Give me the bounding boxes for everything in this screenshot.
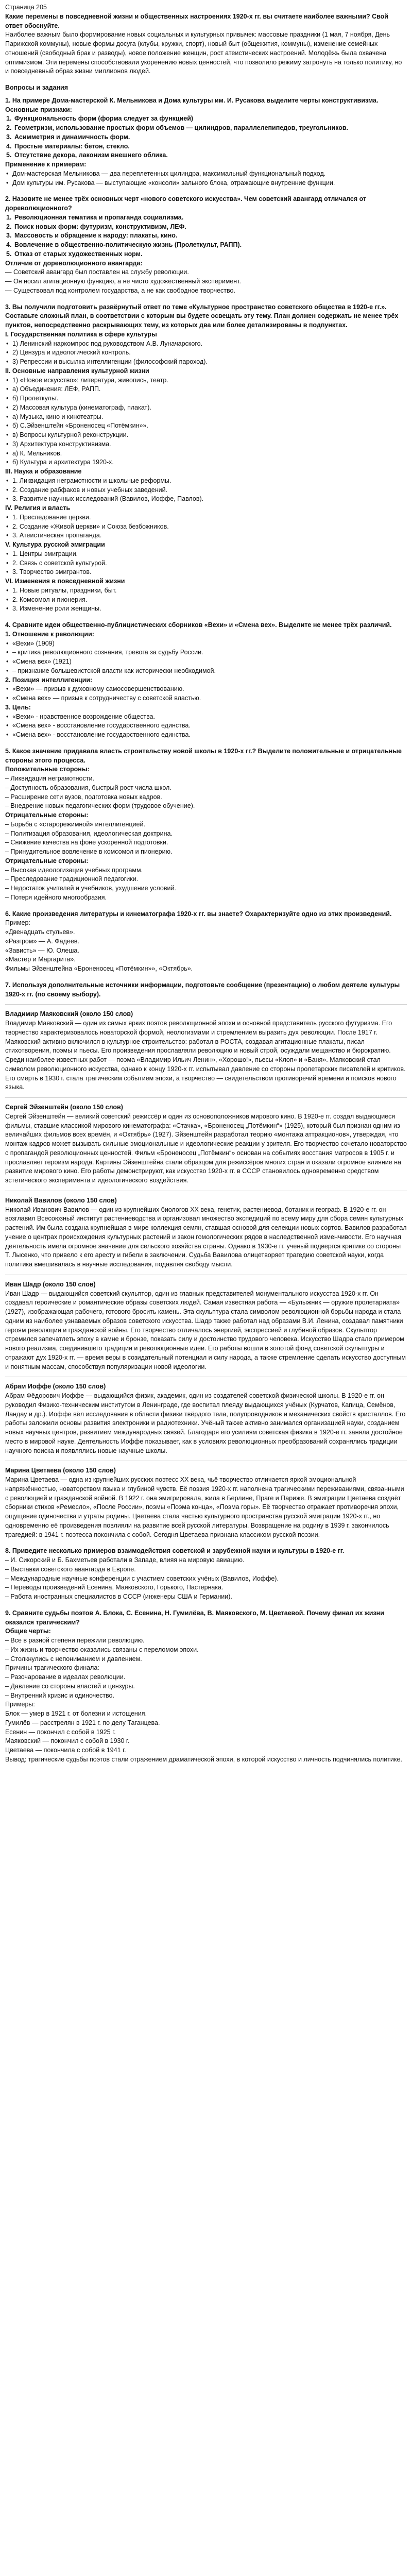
list-item-text: Отказ от старых художественных норм. [14,250,143,258]
q5-pos-heading: Положительные стороны: [5,766,90,773]
plan-item: • 3. Изменение роли женщины. [5,604,407,614]
q5-item: – Преследование традиционной педагогики. [5,875,139,883]
feature-item [5,114,407,124]
list-item-text: Простые материалы: бетон, стекло. [14,142,130,150]
plan-item: • 1. Преследование церкви. [5,513,407,522]
list-item-text: Вовлечение в общественно-политическую жизнь (Пролеткульт, РАПП). [14,241,242,248]
q9-item: Примеры: [5,1701,35,1708]
q5-neg [5,820,407,857]
plan-section-title: IV. Религия и власть [5,504,71,512]
section-title: Вопросы и задания [5,84,68,91]
q9-item: – Давление со стороны властей и цензуры. [5,1682,135,1690]
diff-list [5,268,407,295]
q9-item: Причины трагического финала: [5,1664,99,1672]
q8-item: – Международные научные конференции с участием советских учёных (Вавилов, Иоффе). [5,1574,279,1582]
feature-item [5,142,407,151]
q9-item: Есенин — покончил с собой в 1925 г. [5,1728,116,1736]
list-item-text: Революционная тематика и пропаганда социализма. [14,213,184,221]
q4-item: • «Вехи» - нравственное возрождение общества. [5,713,407,722]
plan-item: • а) Объединения: ЛЕФ, РАПП. [5,385,407,394]
question-4-title: 4. Сравните идеи общественно-публицистических сборников «Вехи» и «Смена вех». Выделите не менее трёх различий. [5,621,392,629]
q6-item: «Разгром» — А. Фадеев. [5,937,79,945]
q5-item: – Недостаток учителей и учебников, ухудшение условий. [5,885,176,892]
list-number: 4. [6,241,12,248]
list-number: 4. [6,142,12,150]
features-list [5,114,407,160]
plan-item: • б) Культура и архитектура 1920-х. [5,458,407,467]
features-heading: Основные признаки: [5,106,72,113]
person-text: Абрам Фёдорович Иоффе — выдающийся физик, академик, один из создателей советской физической школы. В 1920-е гг. он руководил Физико-техническим институтом в Ленинграде, где воспитал плеяду выдающихся учёных (Курчатов, Капица, Семёнов, Ландау и др.). Иоффе вёл исследования в области физики твёрдого тела, полупроводников и механических свойств кристаллов. Его работы заложили основы развития электроники и радиотехники. Учёный также активно занимался организацией науки, созданием новых научных центров, развитием международных связей. Благодаря его усилиям советская физика в 1920-е гг. заняла достойное место в мировой науке. Деятельность Иоффе показывает, как в условиях революционных преобразований сохранялись традиции научного поиска и появлялись новые научные школы. [5,1392,406,1454]
plan-item: • 2) Цензура и идеологический контроль. [5,348,407,358]
question-8-title: 8. Приведите несколько примеров взаимодействия советской и зарубежной науки и культуры в 1920-е гг. [5,1547,345,1555]
person-text: Сергей Эйзенштейн — великий советский режиссёр и один из основоположников мирового кино. В 1920-е гг. создал выдающиеся фильмы, ставшие классикой мирового кинематографа: «Стачка», «Броненосец „Потёмкин“» (1925), который был признан одним из величайших фильмов всех времён, и «Октябрь» (1927). Эйзенштейн разработал теорию «монтажа аттракционов», утверждая, что монтаж кадров может вызывать сильные эмоциональные и идеологические реакции у зрителя. Его творчество сочетало новаторство с пропагандой революционных ценностей. Фильм «Броненосец „Потёмкин“» основан на событиях восстания матросов в 1905 г. и прославляет героизм народа. Картины Эйзенштейна стали образцом для режиссёров многих стран и оказали огромное влияние на развитие мирового кино. Его работы демонстрируют, как искусство 1920-х гг. в СССР становилось одновременно средством эстетического эксперимента и идеологического воздействия. [5,1112,407,1184]
question-3-title: 3. Вы получили подготовить развёрнутый ответ по теме «Культурное пространство советского общества в 1920-е гг.». Составьте сложный план, в соответствии с которым вы будете освещать эту тему. План должен содержать не менее трёх пунктов, непосредственно раскрывающих тему, из которых два или более детализированы в подпунктах. [5,303,399,329]
question-2-title: 2. Назовите не менее трёх основных черт «нового советского искусства». Чем советский авангард отличался от дореволюционного? [5,195,367,212]
question-1-title: 1. На примере Дома-мастерской К. Мельникова и Дома культуры им. И. Русакова выделите черты конструктивизма. [5,96,379,104]
question-6-title: 6. Какие произведения литературы и кинематографа 1920-х гг. вы знаете? Охарактеризуйте одно из этих произведений. [5,910,392,918]
plan-item: • 1) «Новое искусство»: литература, живопись, театр. [5,376,407,385]
page-header: Страница 205 [5,4,47,11]
divider [5,1004,407,1005]
persons [5,1004,407,1539]
list-number: 2. [6,124,12,131]
q8-item: – И. Сикорский и Б. Бахметьев работали в Западе, влияя на мировую авиацию. [5,1556,245,1564]
list-number: 1. [6,213,12,221]
list-item-text: Асимметрия и динамичность форм. [14,133,130,141]
feature-item [5,124,407,133]
q8-item: – Переводы произведений Есенина, Маяковского, Горького, Пастернака. [5,1584,224,1591]
question-title: Какие перемены в повседневной жизни и общественных настроениях 1920-х гг. вы считаете наиболее важными? Свой ответ обоснуйте. [5,12,388,29]
art-feature-item [5,213,407,223]
plan-item: • 1. Ликвидация неграмотности и школьные реформы. [5,477,407,486]
list-number: 1. [6,115,12,123]
q4-item: • – критика революционного сознания, тревога за судьбу России. [5,648,407,657]
person-name: Сергей Эйзенштейн (около 150 слов) [5,1104,123,1111]
q9-common-heading: Общие черты: [5,1628,51,1635]
art-feature-item [5,241,407,250]
q6-lines [5,919,407,974]
q5-neg-heading: Отрицательные стороны: [5,811,89,819]
q9-item: Блок — умер в 1921 г. от болезни и истощения. [5,1710,147,1717]
list-item-text: Отсутствие декора, лаконизм внешнего облика. [14,151,168,159]
feature-item [5,133,407,142]
q5-pos [5,774,407,811]
q4-item: • «Вехи» (1909) [5,639,407,649]
q5-item: – Внедрение новых педагогических форм (трудовое обучение). [5,802,195,810]
divider [5,1097,407,1098]
person-name: Марина Цветаева (около 150 слов) [5,1467,116,1475]
q9-item: Маяковский — покончил с собой в 1930 г. [5,1737,130,1745]
diff-heading: Отличие от дореволюционного авангарда: [5,259,143,267]
plan-item: • 3. Развитие научных исследований (Вавилов, Иоффе, Павлов). [5,495,407,504]
q4-item: • «Смена вех» - восстановление государственного единства. [5,731,407,740]
plan-item: • б) Пролеткульт. [5,394,407,403]
art-feature-item [5,223,407,232]
person-name: Иван Шадр (около 150 слов) [5,1280,96,1288]
plan-item: • 2. Связь с советской культурой. [5,559,407,568]
plan-item: • 3) Репрессии и высылка интеллигенции (философский пароход). [5,358,407,367]
q9-item: – Внутренний кризис и одиночество. [5,1691,114,1699]
plan-item: • 2. Комсомол и пионерия. [5,596,407,605]
q4-item: • «Смена вех» — призыв к сотрудничеству с советской властью. [5,694,407,703]
q6-item: Пример: [5,919,30,927]
plan-section-title: V. Культура русской эмиграции [5,541,105,548]
q5-item: – Расширение сети вузов, подготовка новых кадров. [5,793,162,801]
art-features-list [5,213,407,259]
example-item: • Дом-мастерская Мельникова — два переплетенных цилиндра, максимальный функциональный подход. [5,170,407,179]
plan-item: • 1. Центры эмиграции. [5,550,407,559]
plan-item: • в) Вопросы культурной реконструкции. [5,431,407,440]
plan-item: • а) К. Мельников. [5,449,407,459]
q8-item: – Выставки советского авангарда в Европе. [5,1565,136,1573]
plan-item: • а) Музыка, кино и кинотеатры. [5,413,407,422]
diff-item: — Он носил агитационную функцию, а не чисто художественный эксперимент. [5,278,242,285]
q8-lines [5,1556,407,1602]
plan-item: • 1. Новые ритуалы, праздники, быт. [5,586,407,596]
plan-section-title: VI. Изменения в повседневной жизни [5,578,125,585]
list-number: 3. [6,133,12,141]
examples-heading: Применение к примерам: [5,161,87,168]
plan-section-title: II. Основные направления культурной жизни [5,367,149,375]
q5-item: – Доступность образования, быстрый рост числа школ. [5,784,171,791]
q4-sec2-heading: 2. Позиция интеллигенции: [5,676,93,684]
plan-section-title: I. Государственная политика в сфере культуры [5,330,157,338]
plan [5,330,407,614]
list-number: 5. [6,250,12,258]
person-text: Николай Иванович Вавилов — один из крупнейших биологов XX века, генетик, растениевод, ботаник и географ. В 1920-е гг. он возглавил Всесоюзный институт растениеводства и организовал множество экспедиций по всему миру для сбора семян культурных растений. Им была создана крупнейшая в мире коллекция семян, ставшая основой для селекции новых сортов. Вавилов разработал учение о центрах происхождения культурных растений и закон гомологических рядов в наследственной изменчивости. Его научная деятельность имела огромное значение для сельского хозяйства страны. Однако в 1930-е гг. ученый подвергся критике со стороны Т. Лысенко, что привело к его аресту и гибели в заключении. Судьба Вавилова олицетворяет трагедию советской науки, когда политика вмешивалась в научные исследования, подавляя свободу мысли. [5,1206,407,1268]
person-name: Абрам Иоффе (около 150 слов) [5,1383,106,1391]
q6-item: «Зависть» — Ю. Олеша. [5,946,79,954]
q5-item: – Принудительное вовлечение в комсомол и пионерию. [5,848,173,855]
q4-sec1 [5,639,407,676]
diff-item: — Советский авангард был поставлен на службу революции. [5,268,189,276]
question-7-title: 7. Используя дополнительные источники информации, подготовьте сообщение (презентацию) о любом деятеле культуры 1920-х гг. (по своему выбору). [5,981,400,998]
person-text: Иван Шадр — выдающийся советский скульптор, один из главных представителей монументального искусства 1920-х гг. Он создавал героические и романтические образы советских людей. Самая известная работа — «Булыжник — оружие пролетариата» (1927), изображающая рабочего, готового бросить камень. Эта скульптура стала символом революционной борьбы народа и стала одним из наиболее узнаваемых образов советского искусства. Шадр также работал над образами В.И. Ленина, создавал памятники героям революции и гражданской войны. Его творчество отличалось энергией, экспрессией и глубиной образов. Скульптор стремился запечатлеть эпоху в камне и бронзе, показать силу и достоинство трудового человека. Искусство Шадра стало примером нового реализма, соединившего традиции и революционные идеи. Его работы вошли в золотой фонд советской скульптуры и отражают дух 1920-х гг. — время веры в созидательный потенциал и силу народа, а также стремление сделать искусство доступным и понятным массам, способствуя популяризации новой идеологии. [5,1290,406,1370]
person-name: Николай Вавилов (около 150 слов) [5,1196,117,1204]
plan-item: • 3. Атеистическая пропаганда. [5,531,407,540]
list-item-text: Массовость и обращение к народу: плакаты, кино. [14,232,178,240]
q5-item: – Политизация образования, идеологическая доктрина. [5,829,173,837]
q6-item: Фильмы Эйзенштейна «Броненосец «Потёмкин»», «Октябрь». [5,965,193,972]
q9-common [5,1636,407,1765]
plan-item: • 2. Создание рабфаков и новых учебных заведений. [5,486,407,495]
person-text: Марина Цветаева — одна из крупнейших русских поэтесс XX века, чьё творчество отличается яркой эмоциональной напряжённостью, новаторством языка и глубиной чувств. Её поэзия 1920-х гг. наполнена трагическими переживаниями, связанными с революцией и гражданской войной. В 1922 г. она эмигрировала, жила в Берлине, Праге и Париже. В эмиграции Цветаева создаёт сборники стихов «Ремесло», «После России», поэмы «Поэма конца», «Поэма горы». Её творчество отражает противоречия эпохи, ощущение одиночества и утраты родины. Цветаева стала частью культурного пространства русской эмиграции 1920-х гг., но одновременно её произведения повлияли на развитие всей русской литературы. Возвращение на родину в 1939 г. закончилось трагедией: в 1941 г. поэтесса покончила с собой. Сегодня Цветаева признана классиком русской поэзии. [5,1476,404,1538]
q9-item: Гумилёв — расстрелян в 1921 г. по делу Таганцева. [5,1719,160,1726]
plan-item: • 3. Творчество эмигрантов. [5,568,407,577]
list-item-text: Поиск новых форм: футуризм, конструктивизм, ЛЕФ. [14,223,186,230]
list-number: 5. [6,151,12,159]
q5-item: – Потеря идейного многообразия. [5,893,107,901]
question-9-title: 9. Сравните судьбы поэтов А. Блока, С. Есенина, Н. Гумилёва, В. Маяковского, М. Цветаевой. Почему финал их жизни оказался трагическим? [5,1609,384,1626]
q4-item: • «Смена вех» - восстановление государственного единства. [5,721,407,731]
q5-item: – Ликвидация неграмотности. [5,775,94,782]
q9-item: – Их жизнь и творчество оказались связаны с переломом эпохи. [5,1646,199,1653]
feature-item [5,151,407,160]
list-item-text: Функциональность форм (форма следует за функцией) [14,115,194,123]
q5-obj-heading: Отрицательные стороны: [5,857,89,865]
q5-item: – Высокая идеологизация учебных программ. [5,866,143,874]
plan-item: • 1) Ленинский наркомпрос под руководством А.В. Луначарского. [5,340,407,349]
q8-item: – Работа иностранных специалистов в СССР (инженеры США и Германии). [5,1593,232,1600]
answer-paragraph: Наиболее важным было формирование новых социальных и культурных привычек: массовые праздники (1 мая, 7 ноября, День Парижской коммуны), новые формы досуга (клубы, кружки, спорт), новый быт (общежития, коммуны), изменение семейных отношений (свободный брак и разводы), новое положение женщин, рост атеистических настроений. Молодёжь была охвачена оптимизмом. Эти перемены способствовали укоренению новых ценностей, что позволило режиму затронуть на только политику, но и повседневный образ жизни миллионов людей. [5,31,402,75]
plan-item: • 2. Создание «Живой церкви» и Союза безбожников. [5,522,407,532]
q5-item: – Борьба с «старорежимной» интеллигенцией. [5,820,145,828]
q4-sec1-heading: 1. Отношение к революции: [5,630,94,638]
q6-item: «Мастер и Маргарита». [5,956,76,963]
list-number: 3. [6,232,12,240]
person-name: Владимир Маяковский (около 150 слов) [5,1010,133,1018]
q9-item: Вывод: трагические судьбы поэтов стали отражением драматической эпохи, в которой искусство и личность подчинялись политике. [5,1755,402,1763]
list-item-text: Геометризм, использование простых форм объемов — цилиндров, параллелепипедов, треугольников. [14,124,349,131]
q4-item: • «Смена вех» (1921) [5,657,407,667]
plan-item: • 3) Архитектура конструктивизма. [5,440,407,449]
q4-item: • – признание большевистской власти как исторически необходимой. [5,667,407,676]
q4-sec3-heading: 3. Цель: [5,703,31,711]
q4-sec3 [5,713,407,740]
q4-item: • «Вехи» — призыв к духовному самосовершенствованию. [5,685,407,694]
q9-item: – Столкнулись с непониманием и давлением. [5,1655,142,1663]
question-5-title: 5. Какое значение придавала власть строительству новой школы в 1920-х гг.? Выделите положительные и отрицательные стороны этого процесса. [5,747,402,764]
q9-item: – Разочарование в идеалах революции. [5,1673,126,1681]
examples-list [5,170,407,188]
q5-item: – Снижение качества на фоне ускоренной подготовки. [5,839,168,846]
example-item: • Дом культуры им. Русакова — выступающие «консоли» зального блока, отражающие внутренние функции. [5,179,407,188]
art-feature-item [5,250,407,259]
q6-item: «Двенадцать стульев». [5,928,75,936]
diff-item: — Существовал под контролем государства, а не как свободное творчество. [5,286,235,294]
q9-item: – Все в разной степени пережили революцию. [5,1637,145,1644]
art-feature-item [5,231,407,241]
q4-sec2 [5,685,407,703]
list-number: 2. [6,223,12,230]
q5-obj [5,866,407,903]
plan-item: • б) С.Эйзенштейн «Броненосец «Потёмкин»». [5,421,407,431]
q9-item: Цветаева — покончила с собой в 1941 г. [5,1747,126,1754]
plan-item: • 2) Массовая культура (кинематограф, плакат). [5,403,407,413]
plan-section-title: III. Наука и образование [5,468,82,475]
person-text: Владимир Маяковский — один из самых ярких поэтов революционной эпохи и основной представитель русского футуризма. Его творчество характеризовалось новаторской формой, неологизмами и стремлением выразить дух революции. После 1917 г. Маяковский активно включился в культурное строительство: работал в РОСТА, создавая агитационные плакаты, писал стихотворения, поэмы и пьесы. Его произведения прославляли революцию и новый строй, осуждали мещанство и бюрократию. Среди наиболее известных работ — поэма «Владимир Ильич Ленин», «Хорошо!», пьесы «Клоп» и «Баня». Маяковский стал символом революционного искусства, однако к концу 1920-х гг. испытывал давление со стороны пролетарских писателей и критиков. Его смерть в 1930 г. стала трагическим событием эпохи, а творчество — свидетельством противоречий времени и поисков нового языка. [5,1020,406,1091]
